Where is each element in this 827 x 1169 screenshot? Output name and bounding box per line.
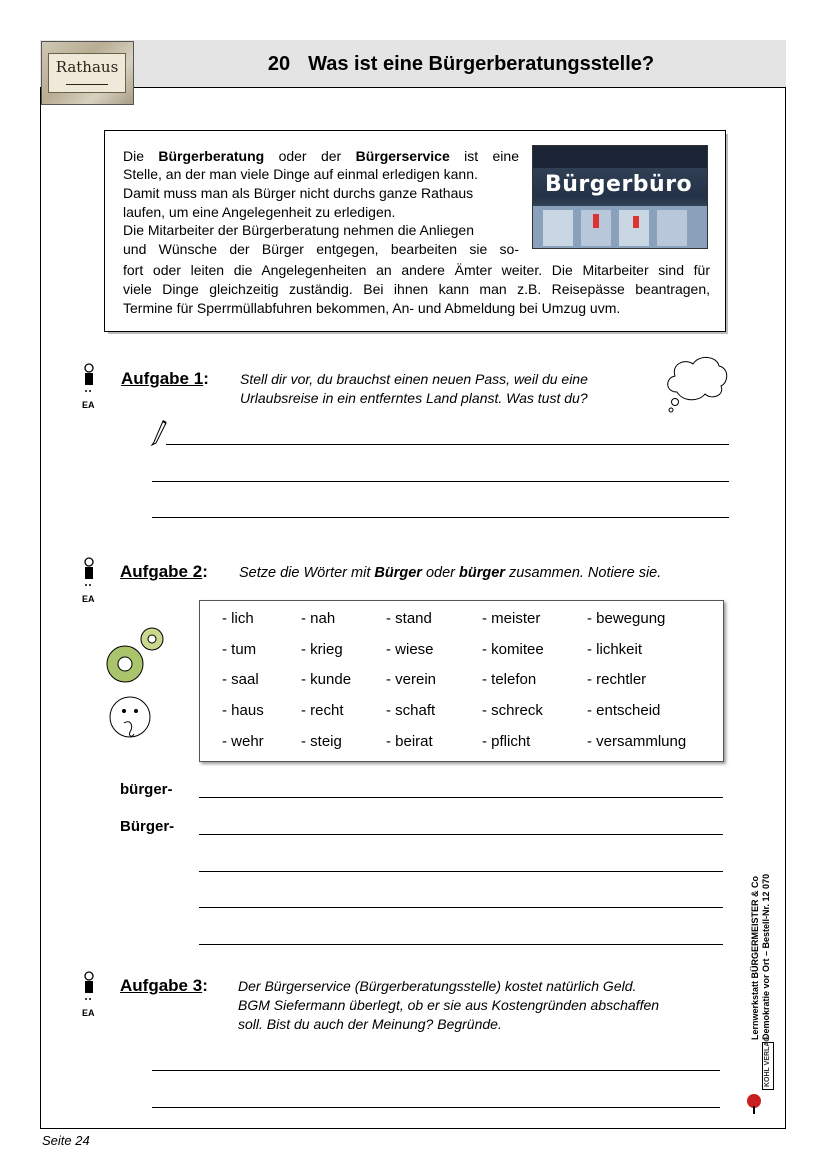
photo-sign-text: Bürgerbüro: [545, 172, 693, 197]
aufgabe1-heading: [121, 369, 209, 389]
word-item: - pflicht: [482, 733, 531, 750]
aufgabe2-label: Aufgabe 2: [120, 562, 203, 581]
word-item: - wehr: [222, 733, 264, 750]
task-text: zusammen. Notiere sie.: [504, 565, 662, 581]
publisher-logo: KOHL VERLAG: [762, 1042, 774, 1090]
buergerbuero-photo: [532, 145, 708, 249]
word-box: [199, 600, 724, 762]
pencil-icon: [150, 418, 168, 446]
word-item: - schreck: [482, 702, 543, 719]
info-line-7: fort oder leiten die Angelegenheiten an andere Ämter weiter. Die Mitarbeiter sind für: [123, 262, 710, 278]
info-line-5: Die Mitarbeiter der Bürgerberatung nehmen die Anliegen: [123, 222, 474, 238]
word-item: - versammlung: [587, 733, 687, 750]
word-item: - entscheid: [587, 702, 661, 719]
task-text: oder: [421, 565, 460, 581]
arrow-icon: [66, 84, 108, 85]
rathaus-sign-label: Rathaus: [48, 53, 126, 93]
word-item: - lich: [222, 610, 254, 627]
prefix-buerger-lower: bürger-: [120, 781, 173, 798]
aufgabe3-heading: [120, 976, 208, 996]
writing-line[interactable]: [199, 871, 723, 872]
aufgabe3-task-2: BGM Siefermann überlegt, ob er sie aus Kostengründen abschaffen: [238, 997, 660, 1013]
writing-line[interactable]: [166, 444, 729, 445]
side-imprint-line-1: Lernwerkstatt BÜRGERMEISTER & Co: [750, 875, 760, 1040]
word-item: - kunde: [301, 671, 352, 688]
task-text: Setze die Wörter mit: [239, 565, 375, 581]
thought-cloud-icon: [663, 352, 729, 416]
gears-thinking-icon: [100, 622, 170, 747]
info-line-8: viele Dinge gleichzeitig zuständig. Bei ihnen kann man z.B. Reisepässe beantragen,: [123, 281, 710, 297]
word-item: - komitee: [482, 641, 544, 658]
aufgabe1-label: Aufgabe 1: [121, 369, 204, 388]
word-item: - schaft: [386, 702, 436, 719]
word-item: - krieg: [301, 641, 343, 658]
writing-line[interactable]: [199, 944, 723, 945]
writing-line[interactable]: [199, 907, 723, 908]
word-item: - recht: [301, 702, 344, 719]
word-item: - beirat: [386, 733, 433, 750]
page-title: [136, 40, 786, 88]
term-buergerservice: Bürgerservice: [355, 148, 450, 164]
word-buerger-lower: bürger: [459, 565, 505, 581]
photo-background: [533, 146, 708, 249]
aufgabe1-task-1: Stell dir vor, du brauchst einen neuen Pass, weil du eine: [240, 371, 588, 387]
info-line-4: laufen, um eine Angelegenheit zu erledigen.: [123, 204, 396, 220]
word-item: - rechtler: [587, 671, 647, 688]
writing-line[interactable]: [199, 797, 723, 798]
side-imprint-line-2: Demokratie vor Ort – Bestell-Nr. 12 070: [761, 873, 771, 1040]
person-icon: [82, 557, 96, 597]
ea-badge: EA: [82, 594, 95, 604]
aufgabe3-task-3: soll. Bist du auch der Meinung? Begründe.: [238, 1016, 502, 1032]
page-number: Seite 24: [42, 1133, 90, 1148]
aufgabe1-task-2: Urlaubsreise in ein entferntes Land planst. Was tust du?: [240, 390, 588, 406]
aufgabe3-label: Aufgabe 3: [120, 976, 203, 995]
info-text: Die: [123, 148, 159, 164]
word-item: - saal: [222, 671, 259, 688]
publisher-tree-icon: [745, 1092, 763, 1116]
info-line-9: Termine für Sperrmüllabfuhren bekommen, An- und Abmeldung bei Umzug uvm.: [123, 300, 621, 316]
title-text: Was ist eine Bürgerberatungsstelle?: [308, 53, 655, 75]
word-buerger-upper: Bürger: [374, 565, 422, 581]
prefix-buerger-upper: Bürger-: [120, 818, 175, 835]
word-item: - steig: [301, 733, 342, 750]
writing-line[interactable]: [152, 1070, 720, 1071]
colon: :: [202, 562, 208, 581]
side-imprint: [750, 873, 827, 1040]
info-line-3: Damit muss man als Bürger nicht durchs ganze Rathaus: [123, 185, 474, 201]
writing-line[interactable]: [152, 517, 729, 518]
ea-badge: EA: [82, 400, 95, 410]
ea-badge: EA: [82, 1008, 95, 1018]
word-item: - lichkeit: [587, 641, 643, 658]
aufgabe2-task: [239, 564, 661, 583]
writing-line[interactable]: [152, 481, 729, 482]
colon: :: [202, 976, 208, 995]
chapter-number: 20: [267, 53, 291, 75]
word-item: - stand: [386, 610, 432, 627]
word-item: - nah: [301, 610, 336, 627]
aufgabe3-task-1: Der Bürgerservice (Bürgerberatungsstelle) kostet natürlich Geld.: [238, 978, 637, 994]
word-item: - tum: [222, 641, 257, 658]
word-item: - meister: [482, 610, 541, 627]
info-line-1: [123, 147, 519, 165]
word-item: - bewegung: [587, 610, 666, 627]
term-buergerberatung: Bürgerberatung: [158, 148, 265, 164]
writing-line[interactable]: [199, 834, 723, 835]
info-line-6: und Wünsche der Bürger entgegen, bearbeiten sie so-: [123, 241, 519, 257]
word-item: - haus: [222, 702, 264, 719]
info-line-2: Stelle, an der man viele Dinge auf einmal erledigen kann.: [123, 166, 478, 182]
word-item: - wiese: [386, 641, 434, 658]
word-item: - verein: [386, 671, 437, 688]
person-icon: [82, 363, 96, 403]
person-icon: [82, 971, 96, 1011]
aufgabe2-heading: [120, 562, 208, 582]
colon: :: [203, 369, 209, 388]
writing-line[interactable]: [152, 1107, 720, 1108]
info-text: oder der: [264, 148, 356, 164]
word-item: - telefon: [482, 671, 537, 688]
info-text: ist eine: [449, 148, 519, 164]
